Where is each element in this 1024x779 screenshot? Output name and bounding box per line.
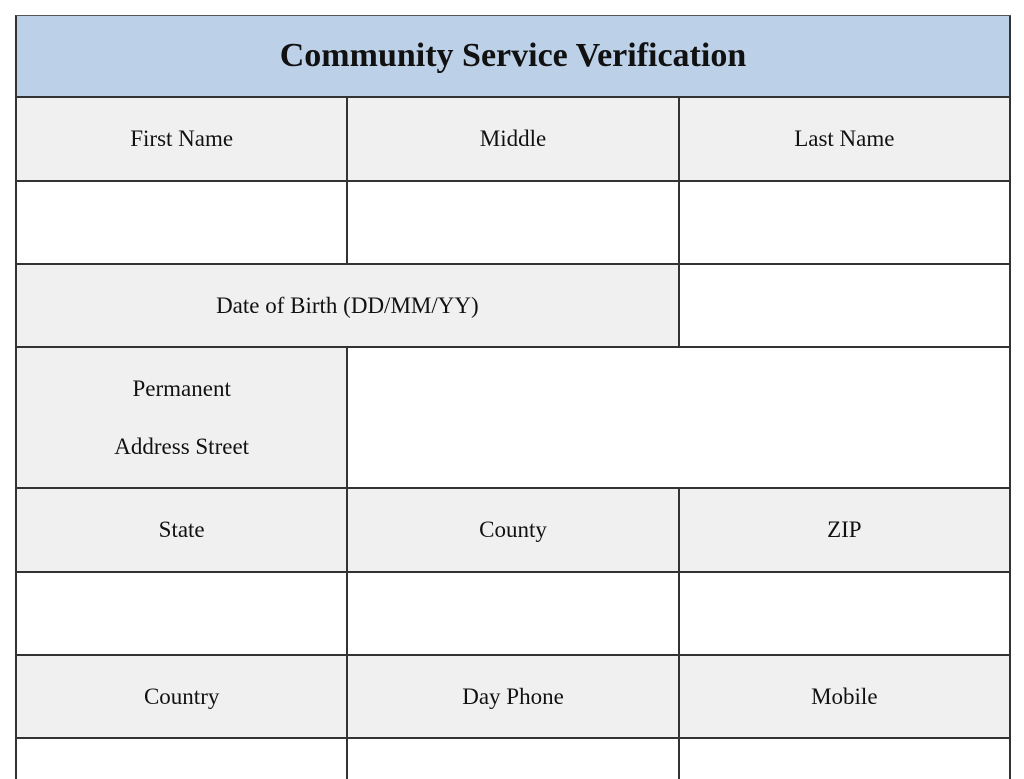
contact-value-row: [17, 739, 1011, 779]
zip-field[interactable]: [680, 573, 1011, 656]
first-name-label: First Name: [17, 98, 348, 182]
state-field[interactable]: [17, 573, 348, 656]
day-phone-field[interactable]: [348, 739, 679, 779]
address-street-field[interactable]: [348, 348, 1011, 489]
date-of-birth-field[interactable]: [680, 265, 1011, 348]
county-field[interactable]: [348, 573, 679, 656]
middle-name-field[interactable]: [348, 182, 679, 265]
name-label-row: [17, 98, 1011, 182]
zip-label: ZIP: [680, 489, 1011, 573]
day-phone-label: Day Phone: [348, 656, 679, 739]
first-name-field[interactable]: [17, 182, 348, 265]
location-label-row: [17, 489, 1011, 573]
state-label: State: [17, 489, 348, 573]
country-field[interactable]: [17, 739, 348, 779]
address-label-line2: Address Street: [114, 433, 250, 459]
address-row: [17, 348, 1011, 489]
county-label: County: [348, 489, 679, 573]
mobile-label: Mobile: [680, 656, 1011, 739]
address-label: [17, 348, 348, 489]
country-label: Country: [17, 656, 348, 739]
contact-label-row: [17, 656, 1011, 739]
last-name-label: Last Name: [680, 98, 1011, 182]
verification-form: [15, 15, 1011, 779]
form-title: Community Service Verification: [17, 16, 1011, 98]
last-name-field[interactable]: [680, 182, 1011, 265]
date-of-birth-label: Date of Birth (DD/MM/YY): [17, 265, 680, 348]
middle-name-label: Middle: [348, 98, 679, 182]
name-value-row: [17, 182, 1011, 265]
mobile-field[interactable]: [680, 739, 1011, 779]
address-label-line1: Permanent: [132, 375, 231, 401]
dob-row: [17, 265, 1011, 348]
location-value-row: [17, 573, 1011, 656]
